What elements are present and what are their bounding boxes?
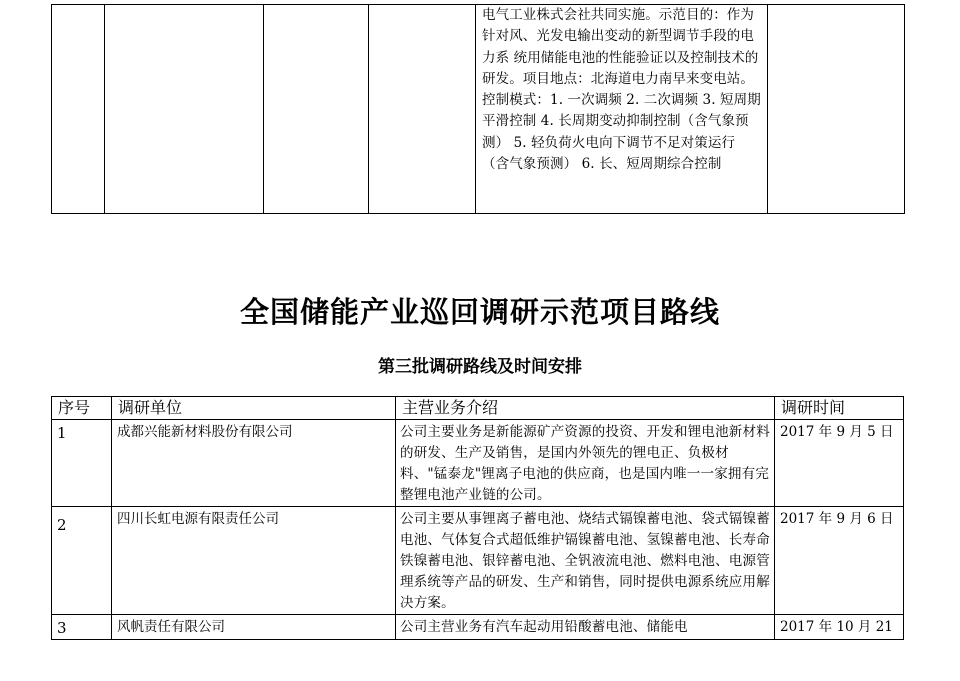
table-row (52, 5, 905, 214)
row-seq: 1 (52, 420, 112, 507)
empty-cell (369, 5, 476, 214)
row-business: 公司主要业务是新能源矿产资源的投资、开发和锂电池新材料的研发、生产及销售，是国内外领先的锂电正、负极材料、"锰泰龙"锂离子电池的供应商，也是国内唯一一家拥有完整锂电池产业链的公司。 (396, 420, 775, 507)
empty-cell (264, 5, 369, 214)
document-title: 全国储能产业巡回调研示范项目路线 (239, 295, 720, 329)
row-business: 公司主要从事锂离子蓄电池、烧结式镉镍蓄电池、袋式镉镍蓄电池、气体复合式超低维护镉镍蓄电池、氢镍蓄电池、长寿命铁镍蓄电池、银锌蓄电池、全钒液流电池、燃料电池、电源管理系统等产品的研发、生产和销售，同时提供电源系统应用解决方案。 (396, 507, 775, 615)
empty-cell (105, 5, 264, 214)
header-business: 主营业务介绍 (396, 397, 775, 420)
previous-project-table (51, 4, 905, 214)
header-seq: 序号 (52, 397, 112, 420)
project-description-cell: 电气工业株式会社共同实施。示范目的：作为针对风、光发电输出变动的新型调节手段的电力系 统用储能电池的性能验证以及控制技术的研发。项目地点：北海道电力南早来变电站。控制模式：1. 一次调频 2. 二次调频 3. 短周期平滑控制 4. 长周期变动抑制控制（含气象预测） 5. 轻负荷火电向下调节不足对策运行（含气象预测） 6. 长、短周期综合控制 (476, 5, 768, 214)
row-unit: 四川长虹电源有限责任公司 (112, 507, 396, 615)
empty-cell (768, 5, 905, 214)
table-row (52, 615, 904, 640)
table-row (52, 420, 904, 507)
empty-cell (52, 5, 105, 214)
row-seq: 3 (52, 615, 112, 640)
route-schedule-table (51, 396, 904, 640)
document-subtitle: 第三批调研路线及时间安排 (378, 357, 582, 377)
row-business: 公司主营业务有汽车起动用铅酸蓄电池、储能电 (396, 615, 775, 640)
row-unit: 成都兴能新材料股份有限公司 (112, 420, 396, 507)
row-time: 2017 年 9 月 6 日 (775, 507, 904, 615)
row-unit: 风帆责任有限公司 (112, 615, 396, 640)
header-unit: 调研单位 (112, 397, 396, 420)
header-time: 调研时间 (775, 397, 904, 420)
row-time: 2017 年 9 月 5 日 (775, 420, 904, 507)
row-seq: 2 (52, 507, 112, 615)
table-row (52, 507, 904, 615)
row-time: 2017 年 10 月 21 (775, 615, 904, 640)
table-header-row (52, 397, 904, 420)
